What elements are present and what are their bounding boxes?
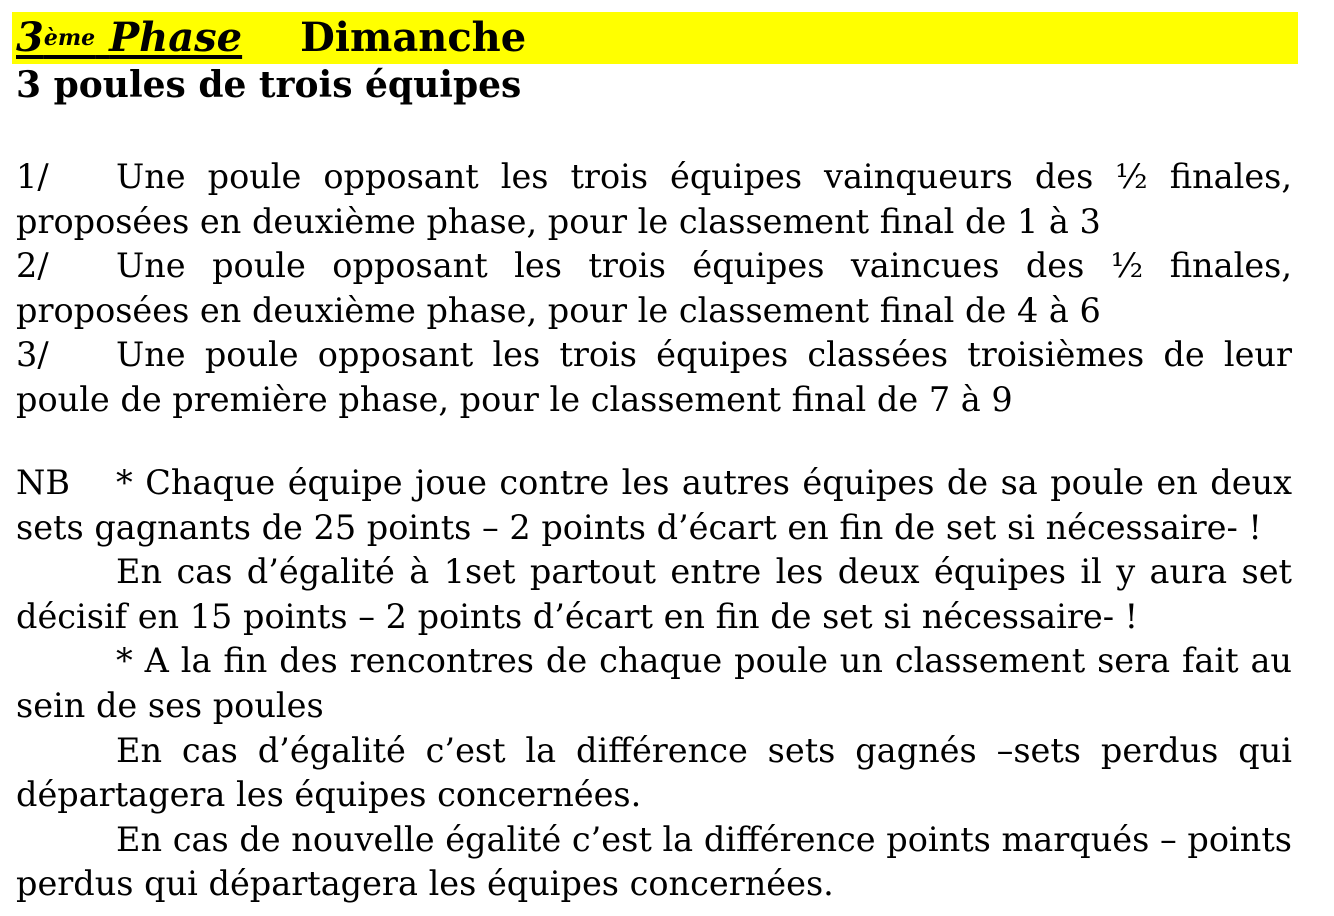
subtitle: 3 poules de trois équipes xyxy=(16,64,522,106)
nb-paragraph: En cas d’égalité à 1set partout entre les deux équipes il y aura set décisif en 15 points – 2 points d’écart en fin de set si nécessaire- ! xyxy=(16,552,1292,636)
phase-title xyxy=(16,14,242,61)
nb-text: * Chaque équipe joue contre les autres équipes de sa poule en deux sets gagnants de 25 points – 2 points d’écart en fin de set si nécessaire- ! xyxy=(16,463,1292,547)
item-text: Une poule opposant les trois équipes classées troisièmes de leur poule de première phase, pour le classement final de 7 à 9 xyxy=(16,335,1292,419)
list-item xyxy=(16,333,1292,422)
list-item xyxy=(16,244,1292,333)
item-number: 3/ xyxy=(16,335,49,375)
nb-paragraph: En cas de nouvelle égalité c’est la différence points marqués – points perdus qui départagera les équipes concernées. xyxy=(16,819,1292,904)
list-item xyxy=(16,155,1292,244)
phase-superscript: ème xyxy=(43,25,96,51)
pool-list xyxy=(16,155,1292,423)
nb-label: NB xyxy=(16,463,70,502)
nb-paragraph: * A la fin des rencontres de chaque poule un classement sera fait au sein de ses poules xyxy=(16,641,1292,725)
item-number: 1/ xyxy=(16,157,49,196)
phase-word: Phase xyxy=(109,14,243,61)
day-label: Dimanche xyxy=(300,14,527,61)
item-number: 2/ xyxy=(16,246,49,286)
nb-paragraph: En cas d’égalité c’est la différence sets gagnés –sets perdus qui départagera les équipes concernées. xyxy=(16,730,1292,815)
item-text: Une poule opposant les trois équipes vainqueurs des ½ finales, proposées en deuxième phase, pour le classement final de 1 à 3 xyxy=(16,157,1292,241)
item-text: Une poule opposant les trois équipes vaincues des ½ finales, proposées en deuxième phase, pour le classement final de 4 à 6 xyxy=(16,246,1292,330)
nb-paragraph xyxy=(16,461,1292,550)
phase-heading xyxy=(16,12,526,64)
nb-section xyxy=(16,461,1292,907)
phase-number: 3 xyxy=(16,14,44,61)
